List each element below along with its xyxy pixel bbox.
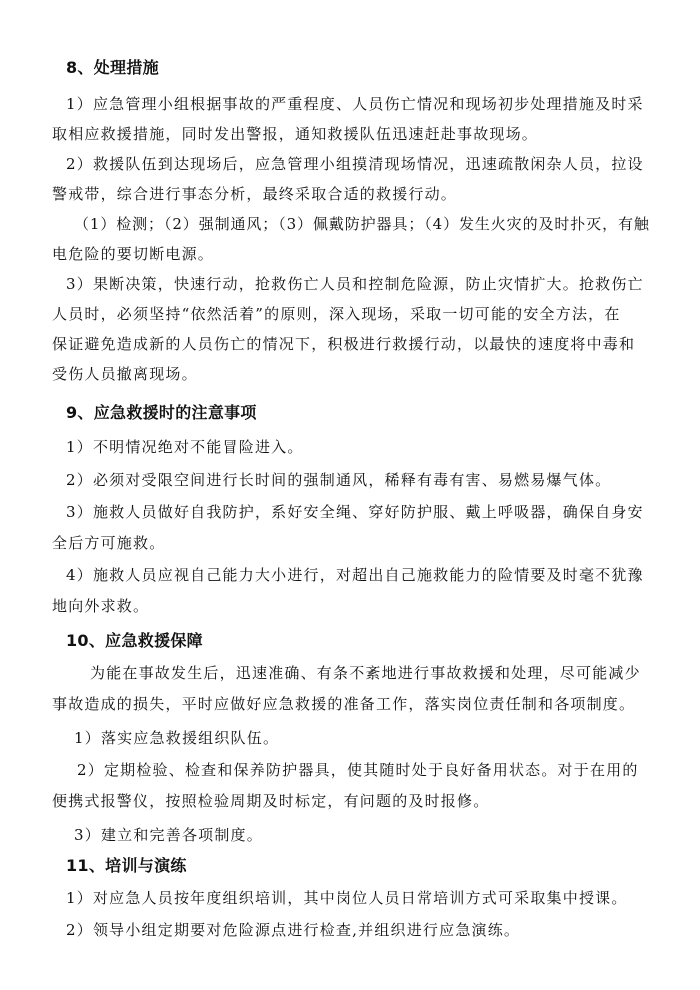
paragraph-line: 便携式报警仪，按照检验周期及时标定，有问题的及时报修。: [52, 792, 490, 810]
section-heading-8: 8、处理措施: [66, 58, 159, 77]
paragraph-line: 受伤人员撤离现场。: [52, 365, 198, 383]
paragraph-line: （1）检测；（2）强制通风；（3）佩戴防护器具；（4）发生火灾的及时扑灭，有触: [74, 215, 650, 233]
paragraph-line: 电危险的要切断电源。: [52, 245, 215, 263]
paragraph-line: 1）对应急人员按年度组织培训，其中岗位人员日常培训方式可采取集中授课。: [66, 889, 628, 907]
paragraph-line: 2）救援队伍到达现场后，应急管理小组摸清现场情况，迅速疏散闲杂人员，拉设: [66, 155, 644, 173]
paragraph-line: 1）应急管理小组根据事故的严重程度、人员伤亡情况和现场初步处理措施及时采: [66, 95, 644, 113]
paragraph-line: 2）领导小组定期要对危险源点进行检查,并组织进行应急演练。: [66, 921, 521, 939]
section-heading-9: 9、应急救援时的注意事项: [66, 403, 257, 422]
paragraph-line: 3）建立和完善各项制度。: [74, 826, 263, 844]
paragraph-line: 4）施救人员应视自己能力大小进行，对超出自己施救能力的险情要及时毫不犹豫: [66, 566, 644, 584]
paragraph-line: 全后方可施救。: [52, 534, 166, 552]
paragraph-line: 取相应救援措施，同时发出警报，通知救援队伍迅速赶赴事故现场。: [52, 125, 539, 143]
paragraph-line: 地向外求救。: [52, 597, 150, 615]
paragraph-line: 人员时，必须坚持“依然活着”的原则，深入现场，采取一切可能的安全方法，在: [52, 305, 621, 323]
paragraph-line: 1）落实应急救援组织队伍。: [74, 729, 280, 747]
paragraph-line: 为能在事故发生后，迅速准确、有条不紊地进行事故救援和处理，尽可能减少: [90, 664, 641, 682]
section-heading-10: 10、应急救援保障: [66, 631, 203, 650]
paragraph-line: 1）不明情况绝对不能冒险进入。: [66, 438, 304, 456]
paragraph-line: 警戒带，综合进行事态分析，最终采取合适的救援行动。: [52, 185, 458, 203]
section-heading-11: 11、培训与演练: [66, 856, 187, 875]
paragraph-line: 事故造成的损失，平时应做好应急救援的准备工作，落实岗位责任制和各项制度。: [52, 695, 636, 713]
paragraph-line: 3）施救人员做好自我防护，系好安全绳、穿好防护服、戴上呼吸器，确保自身安: [66, 503, 644, 521]
paragraph-line: 保证避免造成新的人员伤亡的情况下，积极进行救援行动，以最快的速度将中毒和: [52, 335, 636, 353]
paragraph-line: 3）果断决策，快速行动，抢救伤亡人员和控制危险源，防止灾情扩大。抢救伤亡: [66, 275, 644, 293]
paragraph-line: 2）定期检验、检查和保养防护器具，使其随时处于良好备用状态。对于在用的: [77, 761, 639, 779]
paragraph-line: 2）必须对受限空间进行长时间的强制通风，稀释有毒有害、易燃易爆气体。: [66, 471, 612, 489]
